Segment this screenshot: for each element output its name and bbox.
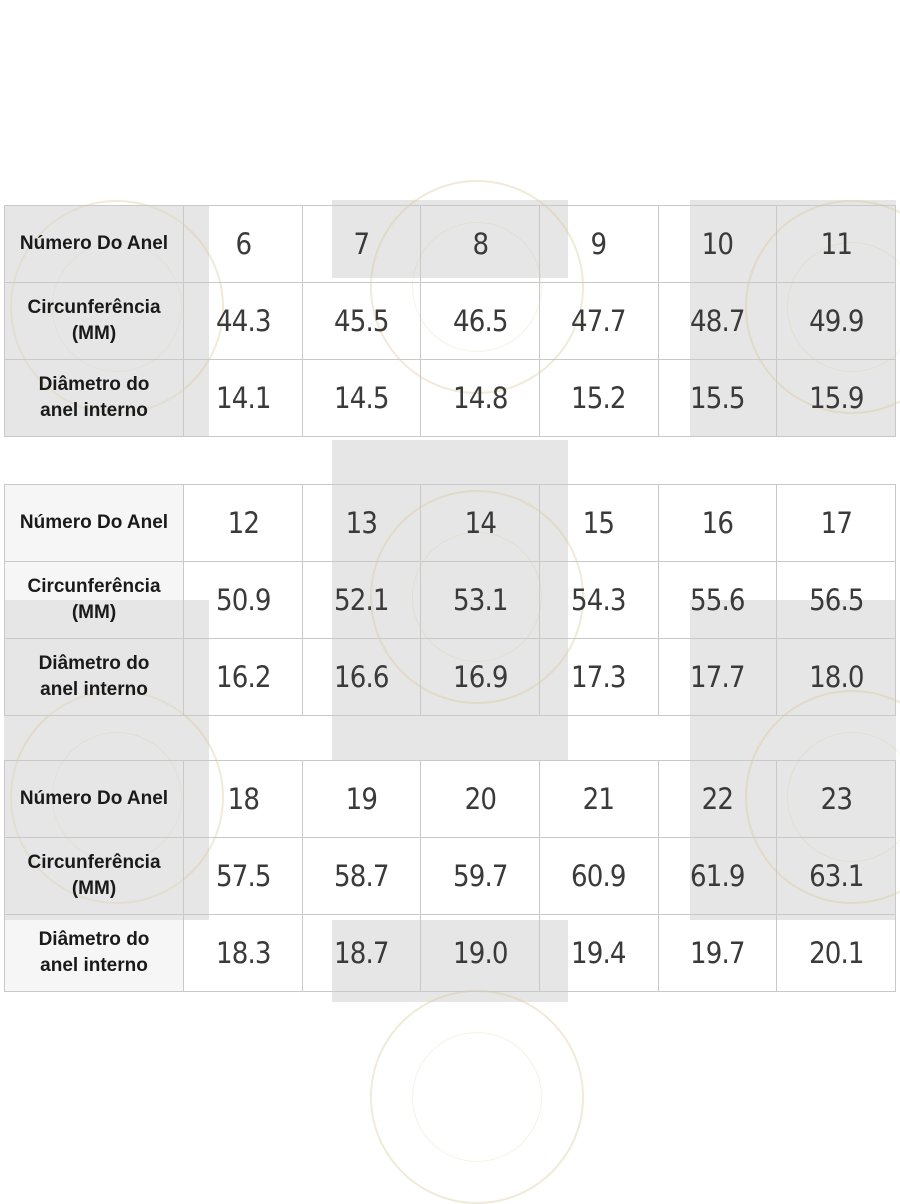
circumference-cell: 46.5 [427,283,534,360]
circumference-cell: 58.7 [308,838,415,915]
circumference-cell: 56.5 [783,562,890,639]
circumference-cell: 44.3 [189,283,296,360]
diameter-cell: 16.2 [189,639,296,716]
watermark-logo [370,990,584,1204]
diameter-label: Diâmetro do anel interno [5,915,184,992]
size-cell: 23 [783,761,890,838]
size-cell: 21 [545,761,652,838]
diameter-cell: 16.9 [427,639,534,716]
ring-size-table-2 [4,484,896,716]
diameter-row [5,639,896,716]
diameter-cell: 19.0 [427,915,534,992]
circumference-cell: 63.1 [783,838,890,915]
ring-number-row [5,761,896,838]
circumference-cell: 48.7 [664,283,771,360]
ring-number-row [5,485,896,562]
size-cell: 8 [427,206,534,283]
circumference-row [5,283,896,360]
diameter-cell: 18.7 [308,915,415,992]
circumference-cell: 49.9 [783,283,890,360]
ring-number-label: Número Do Anel [5,206,184,283]
diameter-cell: 18.3 [189,915,296,992]
size-cell: 16 [664,485,771,562]
diameter-label: Diâmetro do anel interno [5,639,184,716]
circumference-cell: 55.6 [664,562,771,639]
diameter-cell: 15.9 [783,360,890,437]
diameter-cell: 17.7 [664,639,771,716]
circumference-cell: 50.9 [189,562,296,639]
size-cell: 11 [783,206,890,283]
circumference-label: Circunferência (MM) [5,838,184,915]
circumference-label: Circunferência (MM) [5,562,184,639]
size-cell: 13 [308,485,415,562]
diameter-cell: 16.6 [308,639,415,716]
ring-number-label: Número Do Anel [5,761,184,838]
diameter-cell: 15.2 [545,360,652,437]
circumference-cell: 57.5 [189,838,296,915]
size-cell: 20 [427,761,534,838]
ring-number-label: Número Do Anel [5,485,184,562]
diameter-cell: 14.8 [427,360,534,437]
size-cell: 18 [189,761,296,838]
diameter-cell: 14.5 [308,360,415,437]
circumference-cell: 52.1 [308,562,415,639]
diameter-cell: 20.1 [783,915,890,992]
size-cell: 22 [664,761,771,838]
diameter-cell: 14.1 [189,360,296,437]
size-cell: 10 [664,206,771,283]
circumference-cell: 61.9 [664,838,771,915]
diameter-cell: 17.3 [545,639,652,716]
diameter-cell: 19.4 [545,915,652,992]
circumference-cell: 53.1 [427,562,534,639]
size-cell: 17 [783,485,890,562]
size-cell: 15 [545,485,652,562]
circumference-label: Circunferência (MM) [5,283,184,360]
size-cell: 6 [189,206,296,283]
size-cell: 12 [189,485,296,562]
diameter-cell: 19.7 [664,915,771,992]
ring-size-table-3 [4,760,896,992]
size-cell: 14 [427,485,534,562]
diameter-row [5,360,896,437]
circumference-cell: 54.3 [545,562,652,639]
ring-number-row [5,206,896,283]
circumference-cell: 59.7 [427,838,534,915]
circumference-cell: 45.5 [308,283,415,360]
circumference-row [5,562,896,639]
size-cell: 7 [308,206,415,283]
ring-size-table-1 [4,205,896,437]
diameter-cell: 15.5 [664,360,771,437]
size-cell: 9 [545,206,652,283]
diameter-label: Diâmetro do anel interno [5,360,184,437]
diameter-row [5,915,896,992]
circumference-cell: 47.7 [545,283,652,360]
diameter-cell: 18.0 [783,639,890,716]
circumference-row [5,838,896,915]
circumference-cell: 60.9 [545,838,652,915]
size-cell: 19 [308,761,415,838]
